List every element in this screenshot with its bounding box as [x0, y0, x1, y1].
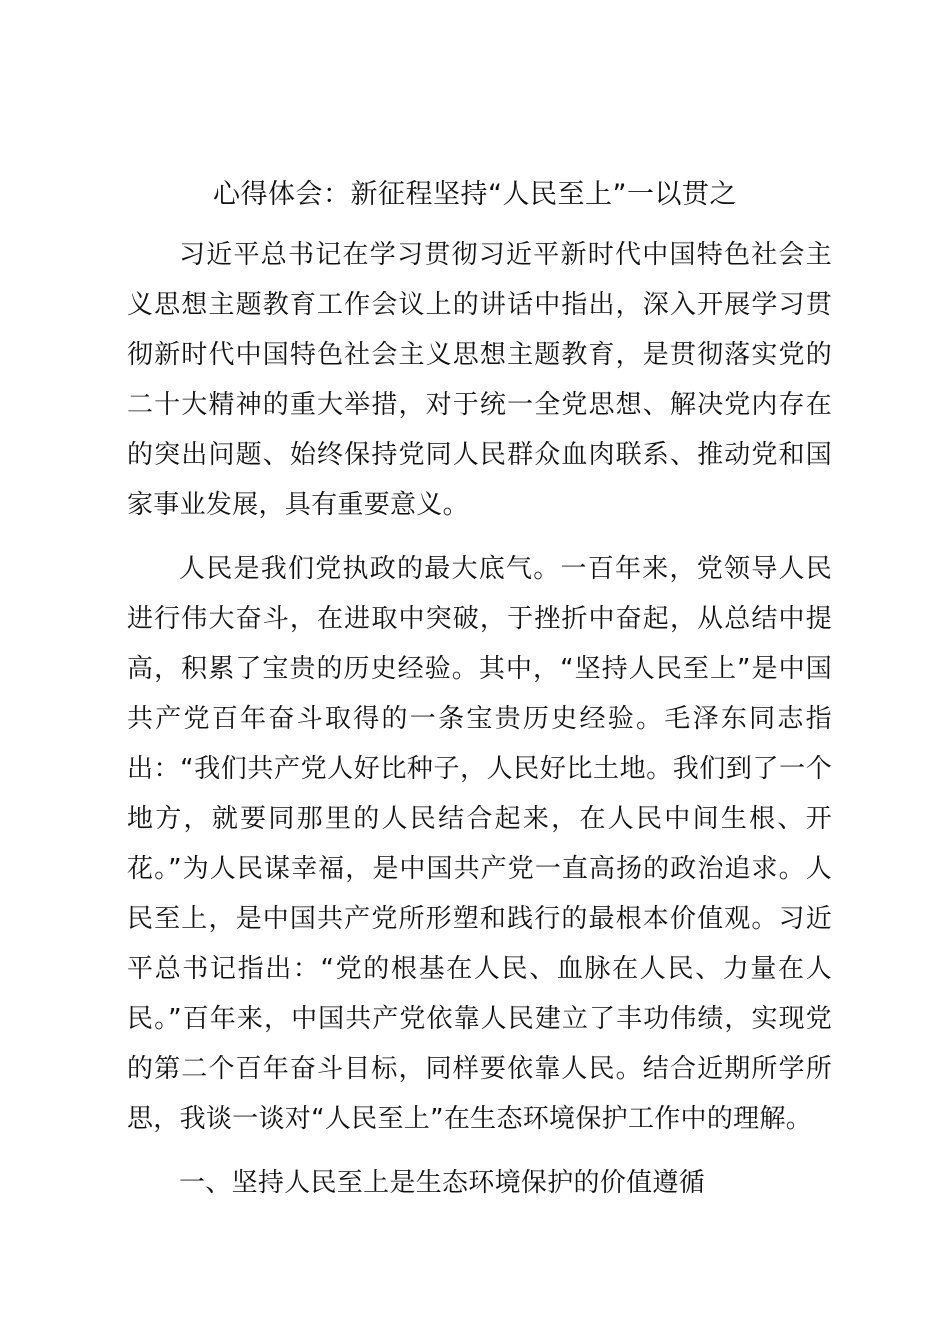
- document-title: 心得体会：新征程坚持“人民至上”一以贯之: [213, 179, 737, 210]
- section-heading: 一、坚持人民至上是生态环境保护的价值遵循: [179, 1168, 706, 1198]
- paragraph-people-first: 人民是我们党执政的最大底气。一百年来，党领导人民进行伟大奋斗，在进取中突破，于挫折中奋起，从总结中提高，积累了宝贵的历史经验。其中，“坚持人民至上”是中国共产党百年奋斗取得的一条宝贵历史经验。毛泽东同志指出：“我们共产党人好比种子，人民好比土地。我们到了一个地方，就要同那里的人民结合起来，在人民中间生根、开花。”为人民谋幸福，是中国共产党一直高扬的政治追求。人民至上，是中国共产党所形塑和践行的最根本价值观。习近平总书记指出：“党的根基在人民、血脉在人民、力量在人民。”百年来，中国共产党依靠人民建立了丰功伟绩，实现党的第二个百年奋斗目标，同样要依靠人民。结合近期所学所思，我谈一谈对“人民至上”在生态环境保护工作中的理解。: [127, 554, 832, 1134]
- document-body: [127, 230, 832, 1208]
- paragraph-intro: 习近平总书记在学习贯彻习近平新时代中国特色社会主义思想主题教育工作会议上的讲话中指出，深入开展学习贯彻新时代中国特色社会主义思想主题教育，是贯彻落实党的二十大精神的重大举措，对于统一全党思想、解决党内存在的突出问题、始终保持党同人民群众血肉联系、推动党和国家事业发展，具有重要意义。: [127, 240, 832, 520]
